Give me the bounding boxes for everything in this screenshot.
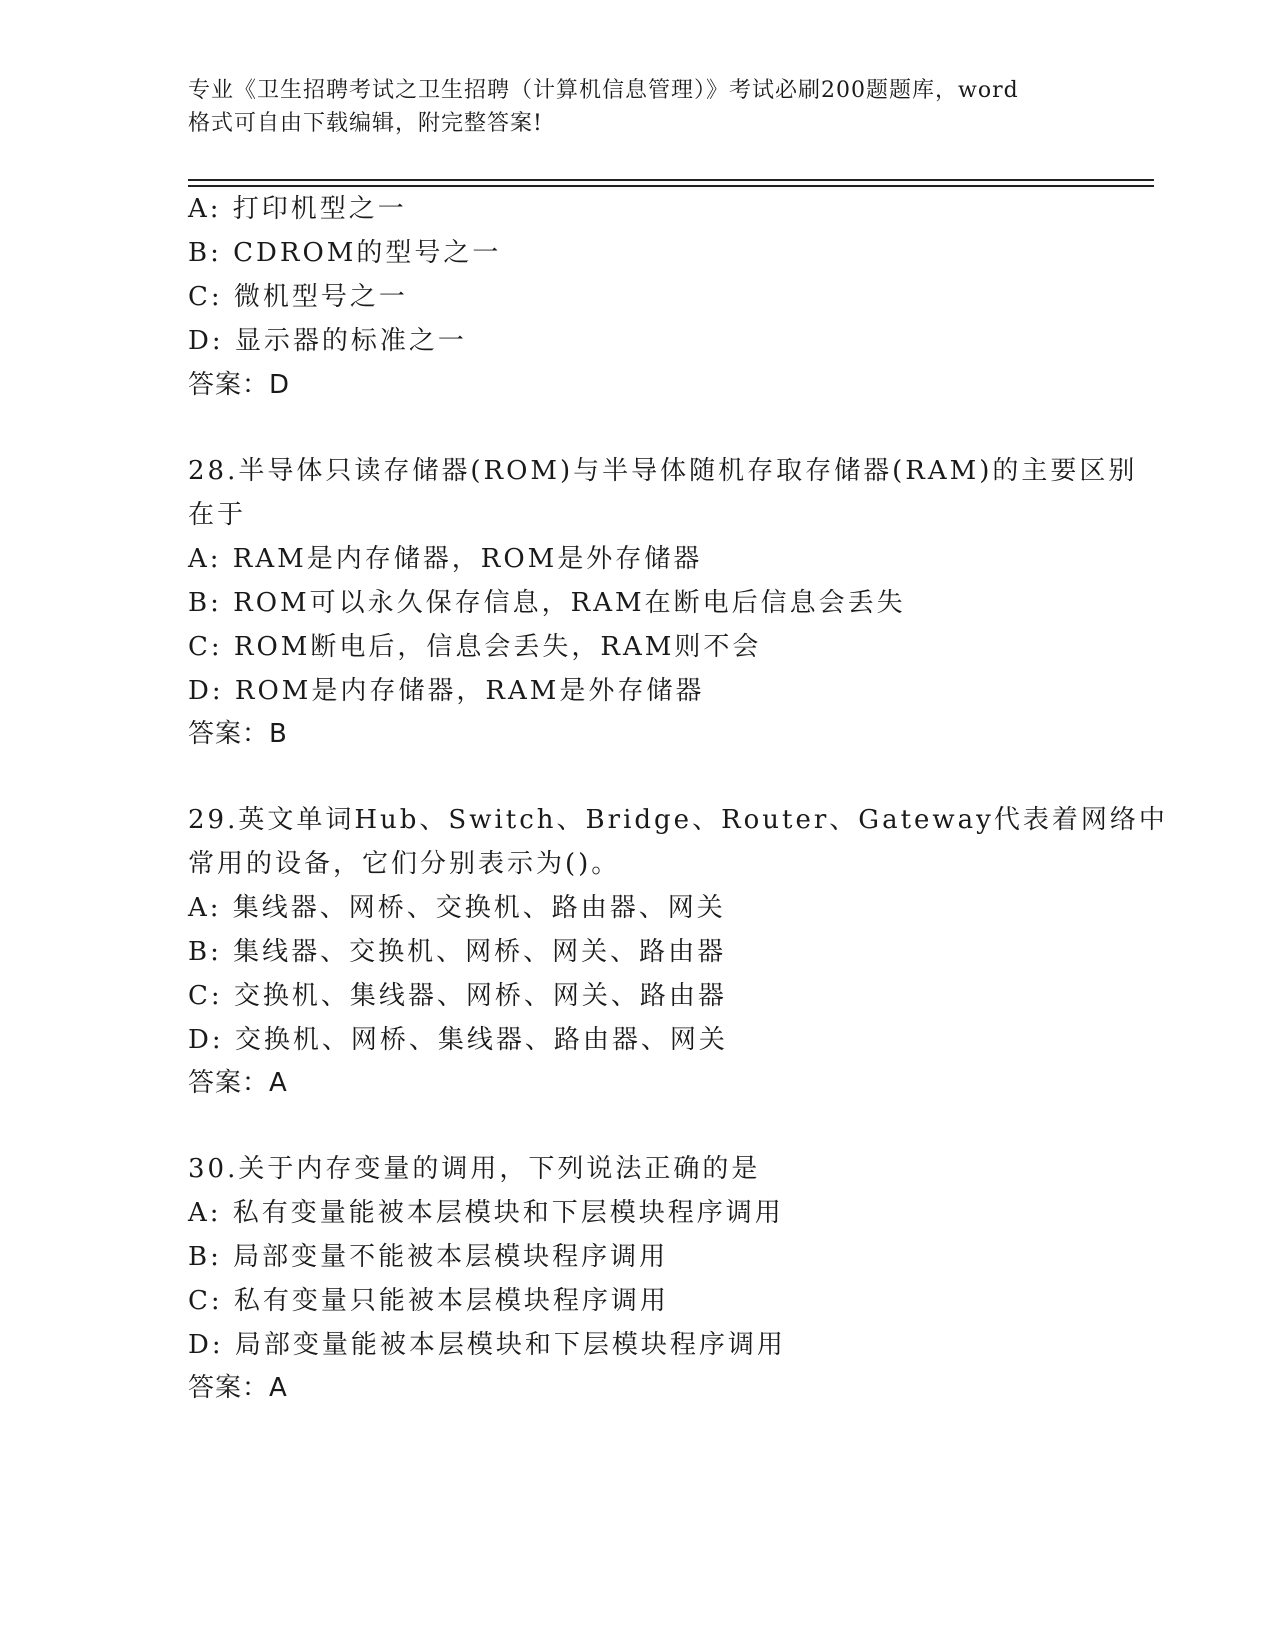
q30-answer: 答案：A (188, 1373, 288, 1403)
header-divider-top (188, 179, 1154, 181)
q27-option-a: A: 打印机型之一 (188, 194, 407, 224)
q30-option-b: B: 局部变量不能被本层模块程序调用 (188, 1242, 669, 1272)
q30-option-d: D: 局部变量能被本层模块和下层模块程序调用 (188, 1330, 786, 1360)
q28-option-a: A: RAM是内存储器，ROM是外存储器 (188, 544, 703, 574)
header-divider-bottom (188, 185, 1154, 187)
q28-option-c: C: ROM断电后，信息会丢失，RAM则不会 (188, 632, 762, 662)
q30-stem-line-1: 30.关于内存变量的调用，下列说法正确的是 (188, 1154, 761, 1184)
q27-answer: 答案：D (188, 370, 291, 400)
q30-option-a: A: 私有变量能被本层模块和下层模块程序调用 (188, 1198, 784, 1228)
q28-stem-line-2: 在于 (188, 500, 247, 530)
q29-stem-line-2: 常用的设备，它们分别表示为()。 (188, 849, 621, 879)
q28-answer: 答案：B (188, 719, 288, 749)
q28-option-d: D: ROM是内存储器，RAM是外存储器 (188, 676, 705, 706)
q29-stem-line-1: 29.英文单词Hub、Switch、Bridge、Router、Gateway代表着网络中 (188, 805, 1168, 835)
q29-option-a: A: 集线器、网桥、交换机、路由器、网关 (188, 893, 726, 923)
q29-option-d: D: 交换机、网桥、集线器、路由器、网关 (188, 1025, 728, 1055)
q30-option-c: C: 私有变量只能被本层模块程序调用 (188, 1286, 669, 1316)
header-line-1: 专业《卫生招聘考试之卫生招聘（计算机信息管理）》考试必刷200题题库，word (188, 78, 1019, 103)
document-header (188, 74, 1088, 140)
q27-option-c: C: 微机型号之一 (188, 282, 408, 312)
header-line-2: 格式可自由下载编辑，附完整答案! (188, 111, 543, 136)
q27-option-d: D: 显示器的标准之一 (188, 326, 467, 356)
q29-option-b: B: 集线器、交换机、网桥、网关、路由器 (188, 937, 727, 967)
q27-option-b: B: CDROM的型号之一 (188, 238, 502, 268)
q29-option-c: C: 交换机、集线器、网桥、网关、路由器 (188, 981, 727, 1011)
q28-option-b: B: ROM可以永久保存信息，RAM在断电后信息会丢失 (188, 588, 906, 618)
q29-answer: 答案：A (188, 1068, 288, 1098)
q28-stem-line-1: 28.半导体只读存储器(ROM)与半导体随机存取存储器(RAM)的主要区别 (188, 456, 1138, 486)
